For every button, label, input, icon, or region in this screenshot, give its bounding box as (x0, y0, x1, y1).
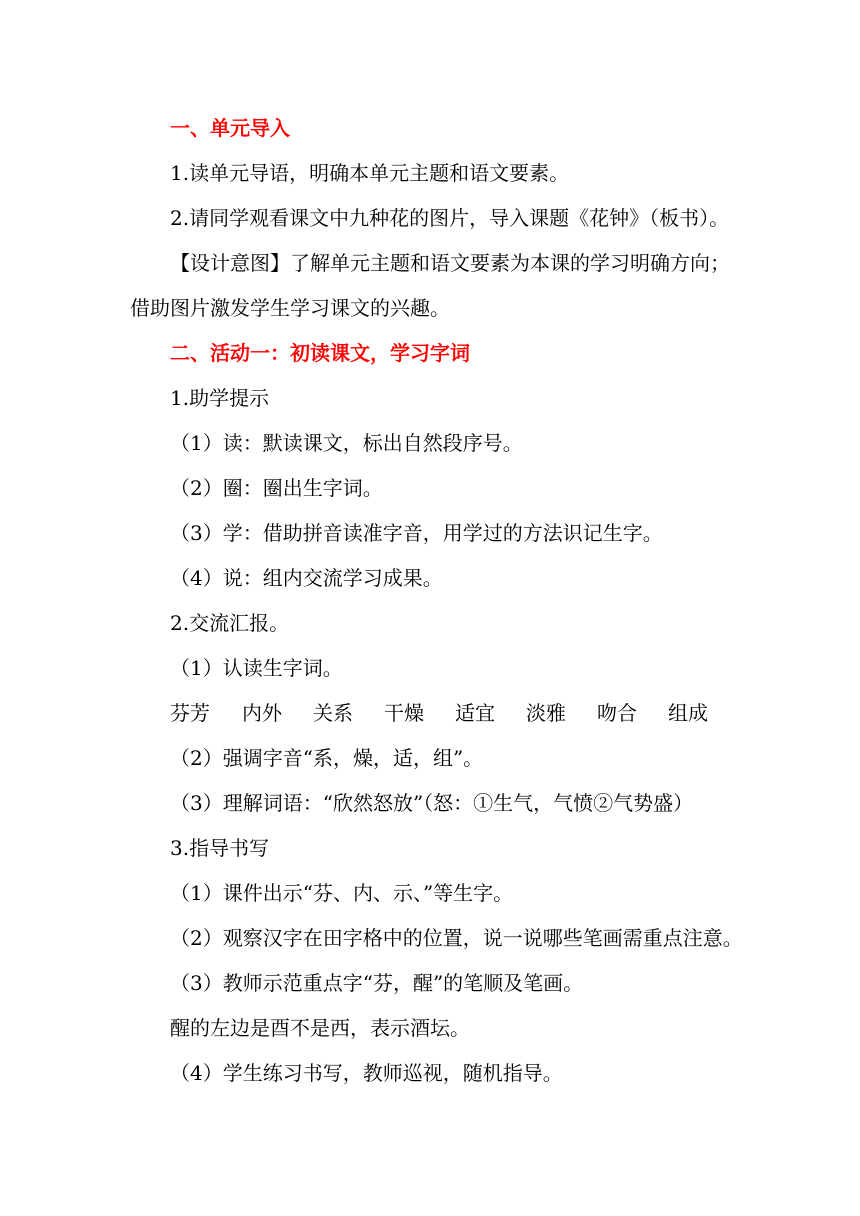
section-heading-activity-one: 二、活动一：初读课文，学习字词 (170, 341, 470, 365)
subheading: 2.交流汇报。 (170, 611, 290, 635)
design-intent-line: 借助图片激发学生学习课文的兴趣。 (130, 296, 450, 320)
vocabulary-word: 干燥 (384, 701, 424, 725)
list-item: （4）学生练习书写，教师巡视，随机指导。 (170, 1061, 563, 1085)
vocabulary-word: 吻合 (597, 701, 637, 725)
subheading: 3.指导书写 (170, 836, 270, 860)
vocabulary-word: 组成 (668, 701, 708, 725)
vocabulary-word: 内外 (242, 701, 282, 725)
vocabulary-word: 适宜 (455, 701, 495, 725)
list-item: （1）课件出示“芬、内、示、”等生字。 (170, 881, 514, 905)
vocabulary-word: 淡雅 (526, 701, 566, 725)
list-item: （2）强调字音“系，燥，适，组”。 (170, 746, 484, 770)
vocabulary-word: 关系 (313, 701, 353, 725)
list-item: （3）教师示范重点字“芬，醒”的笔顺及笔画。 (170, 971, 584, 995)
paragraph-item: 1.读单元导语，明确本单元主题和语文要素。 (170, 161, 570, 185)
paragraph-item: 2.请同学观看课文中九种花的图片，导入课题《花钟》（板书）。 (170, 206, 730, 230)
list-item: （1）认读生字词。 (170, 656, 343, 680)
section-heading-unit-intro: 一、单元导入 (170, 116, 290, 140)
design-intent-line: 【设计意图】了解单元主题和语文要素为本课的学习明确方向； (170, 251, 730, 275)
list-item: （1）读：默读课文，标出自然段序号。 (170, 431, 523, 455)
vocabulary-word-list (0, 699, 860, 727)
vocabulary-word: 芬芳 (170, 701, 210, 725)
subheading: 1.助学提示 (170, 386, 270, 410)
list-item: （2）观察汉字在田字格中的位置，说一说哪些笔画需重点注意。 (170, 926, 743, 950)
list-item: （3）理解词语：“欣然怒放”（怒：①生气，气愤②气势盛） (170, 791, 694, 815)
list-item: （2）圈：圈出生字词。 (170, 476, 383, 500)
list-item: （4）说：组内交流学习成果。 (170, 566, 443, 590)
list-item: （3）学：借助拼音读准字音，用学过的方法识记生字。 (170, 521, 663, 545)
note-line: 醒的左边是酉不是西，表示酒坛。 (170, 1016, 470, 1040)
